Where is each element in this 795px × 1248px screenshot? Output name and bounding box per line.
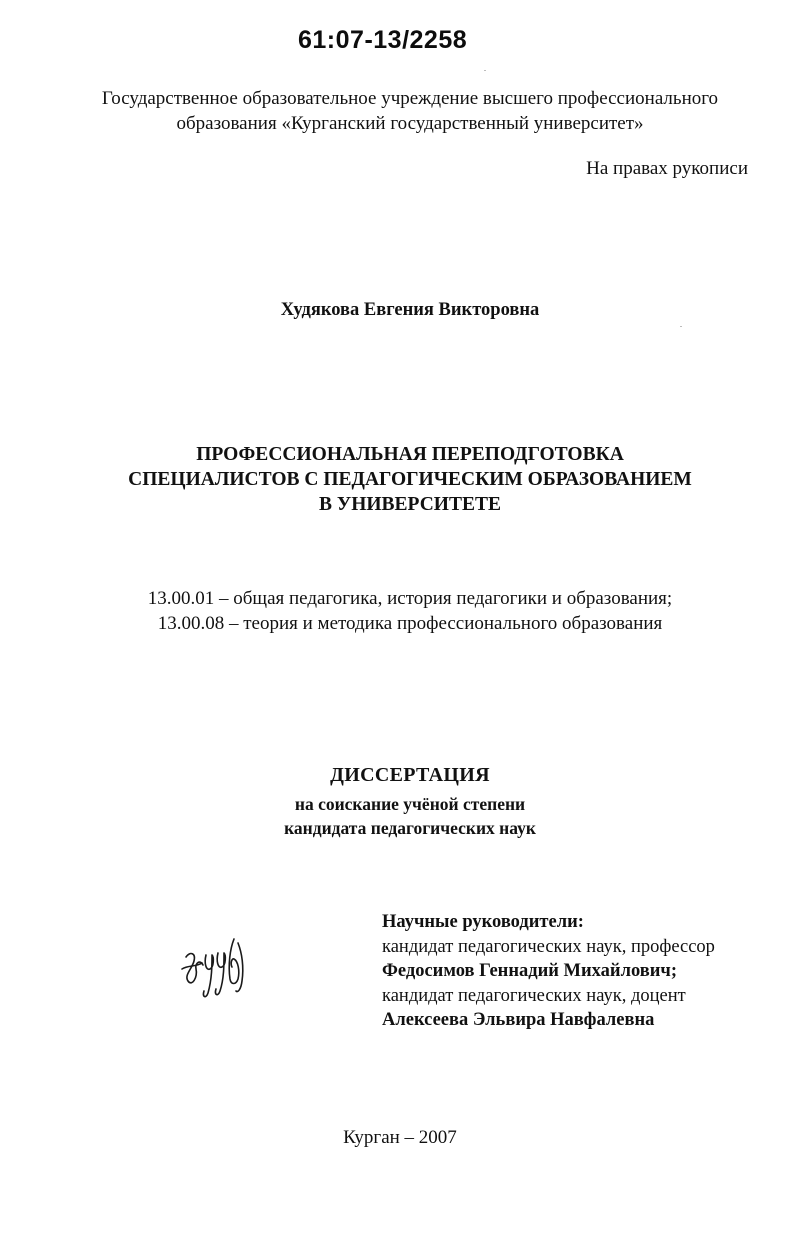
- manuscript-rights-note: На правах рукописи: [586, 158, 748, 179]
- paper-speck: [680, 326, 682, 327]
- degree-line-1: на соискание учёной степени: [294, 794, 526, 814]
- paper-speck: [484, 70, 486, 71]
- supervisor-2-name: Алексеева Эльвира Навфалевна: [382, 1010, 655, 1030]
- author-name: Худякова Евгения Викторовна: [280, 300, 540, 320]
- supervisors-heading: Научные руководители:: [382, 912, 584, 932]
- dissertation-title: [0, 442, 795, 517]
- degree-statement: [0, 792, 795, 840]
- library-stamp-code: 61:07-13/2258: [298, 26, 468, 54]
- institution-line-1: Государственное образовательное учреждение высшего профессионального: [101, 88, 719, 109]
- institution-line-2: образования «Курганский государственный университет»: [176, 113, 644, 134]
- supervisor-1-name: Федосимов Геннадий Михайлович;: [382, 961, 677, 981]
- title-line-2: СПЕЦИАЛИСТОВ С ПЕДАГОГИЧЕСКИМ ОБРАЗОВАНИЕМ: [128, 469, 692, 490]
- title-line-1: ПРОФЕССИОНАЛЬНАЯ ПЕРЕПОДГОТОВКА: [196, 444, 624, 465]
- title-line-3: В УНИВЕРСИТЕТЕ: [319, 494, 501, 515]
- institution-name: [60, 86, 760, 136]
- specialty-line-2: 13.00.08 – теория и методика профессионального образования: [157, 613, 663, 634]
- city-and-year: Курган – 2007: [343, 1127, 457, 1148]
- supervisor-2-rank: кандидат педагогических наук, доцент: [382, 985, 686, 1006]
- supervisor-1-rank: кандидат педагогических наук, профессор: [382, 936, 715, 957]
- specialty-line-1: 13.00.01 – общая педагогика, история педагогики и образования;: [147, 588, 673, 609]
- supervisors-block: [382, 910, 782, 1033]
- degree-line-2: кандидата педагогических наук: [284, 818, 536, 838]
- work-type-heading: ДИССЕРТАЦИЯ: [330, 764, 490, 786]
- specialty-codes: [0, 586, 795, 636]
- handwritten-signature: [176, 935, 252, 1007]
